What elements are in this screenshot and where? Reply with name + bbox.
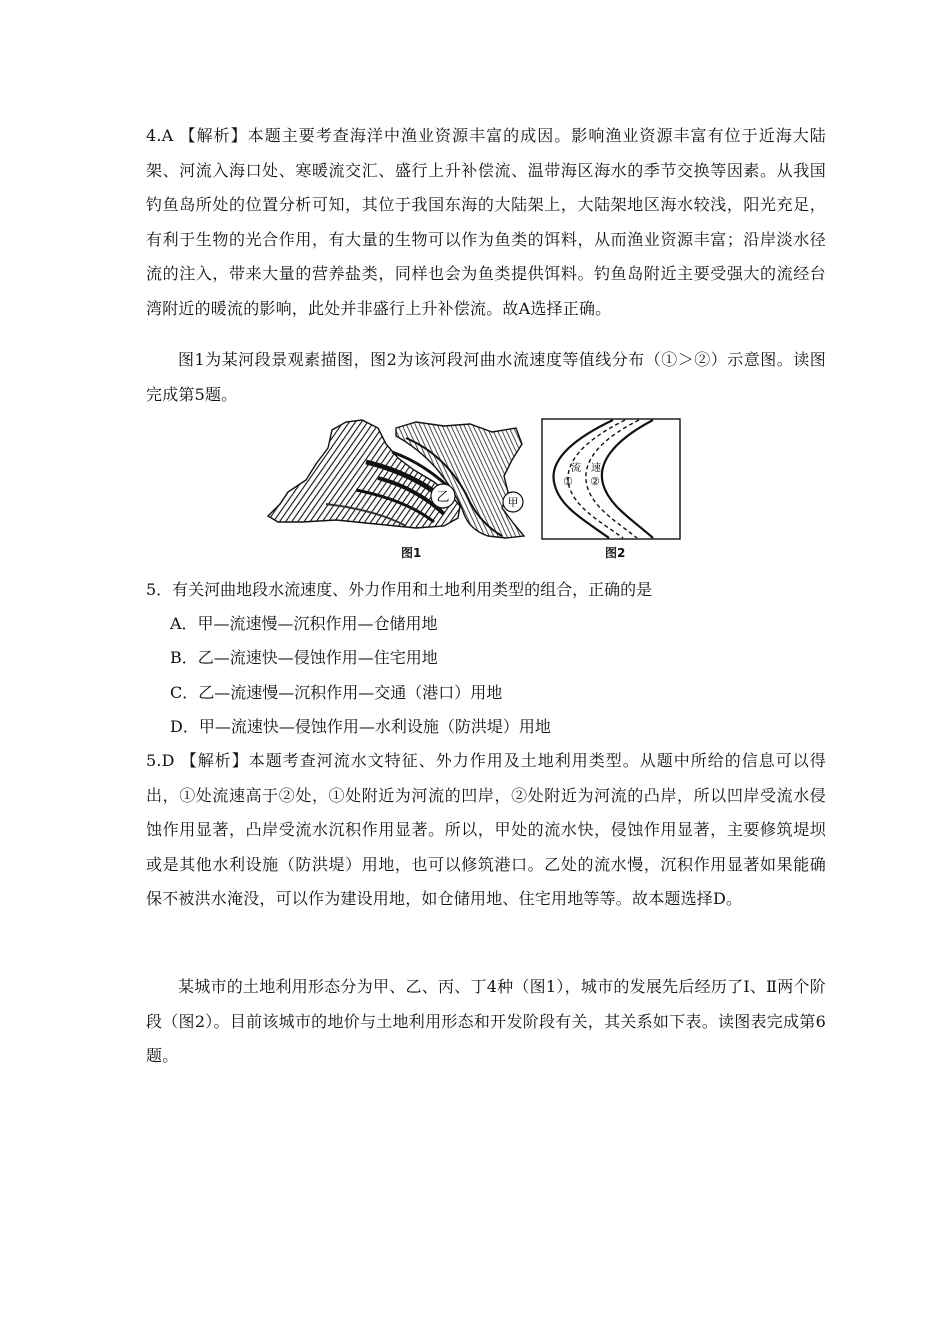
answer-4-explanation: 4.A 【解析】本题主要考查海洋中渔业资源丰富的成因。影响渔业资源丰富有位于近海大陆架、河流入海口处、寒暖流交汇、盛行上升补偿流、温带海区海水的季节交换等因素。从我国钓鱼岛所处的位置分析可知，其位于我国东海的大陆架上，大陆架地区海水较浅，阳光充足，有利于生物的光合作用，有大量的生物可以作为鱼类的饵料，从而渔业资源丰富；沿岸淡水径流的注入，带来大量的营养盐类，同样也会为鱼类提供饵料。钓鱼岛附近主要受强大的流经台湾附近的暖流的影响，此处并非盛行上升补偿流。故A选择正确。	[146, 126, 826, 318]
question-6-intro: 某城市的土地利用形态分为甲、乙、丙、丁4种（图1），城市的发展先后经历了Ⅰ、Ⅱ两个阶段（图2）。目前该城市的地价与土地利用形态和开发阶段有关，其关系如下表。读图表完成第6题。	[146, 977, 826, 1065]
option-d: D．甲—流速快—侵蚀作用—水利设施（防洪堤）用地	[170, 717, 551, 736]
option-b: B．乙—流速快—侵蚀作用—住宅用地	[170, 648, 438, 667]
option-c: C．乙—流速慢—沉积作用—交通（港口）用地	[170, 683, 503, 702]
label-circled-2: ②	[590, 475, 600, 488]
option-a: A．甲—流速慢—沉积作用—仓储用地	[170, 614, 438, 633]
label-jia: 甲	[507, 496, 519, 509]
figure-2-caption: 图2	[605, 546, 626, 560]
question-5-stem: 5．有关河曲地段水流速度、外力作用和土地利用类型的组合，正确的是	[146, 580, 653, 599]
label-liu: 流	[571, 463, 581, 474]
label-circled-1: ①	[563, 475, 573, 488]
figure-1-caption: 图1	[401, 546, 422, 560]
label-yi: 乙	[436, 490, 450, 505]
figure-1-river-sketch	[266, 418, 534, 540]
label-su: 速	[591, 463, 601, 474]
answer-5-explanation: 5.D 【解析】本题考查河流水文特征、外力作用及土地利用类型。从题中所给的信息可以得出，①处流速高于②处，①处附近为河流的凹岸，②处附近为河流的凸岸，所以凹岸受流水侵蚀作用显著，凸岸受流水沉积作用显著。所以，甲处的流水快，侵蚀作用显著，主要修筑堤坝或是其他水利设施（防洪堤）用地，也可以修筑港口。乙处的流水慢，沉积作用显著如果能确保不被洪水淹没，可以作为建设用地，如仓储用地、住宅用地等等。故本题选择D。	[146, 751, 826, 908]
question-5-intro: 图1为某河段景观素描图，图2为该河段河曲水流速度等值线分布（①＞②）示意图。读图完成第5题。	[146, 350, 826, 404]
figure-2-velocity-isolines	[541, 418, 681, 540]
